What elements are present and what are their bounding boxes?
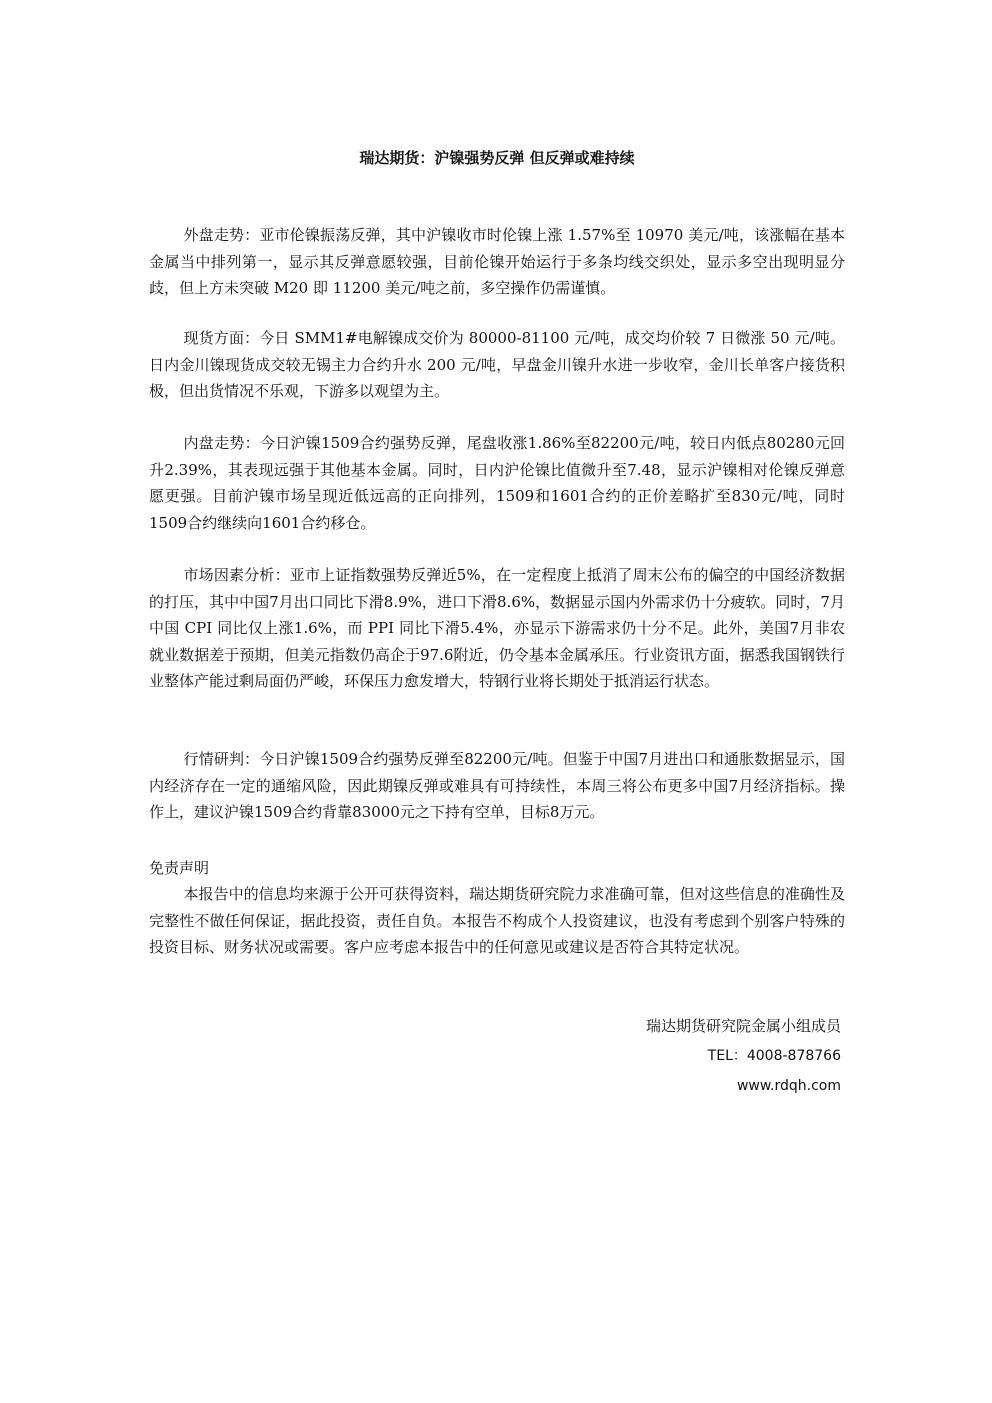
document-page [149, 0, 845, 1403]
paragraph-outlook: 行情研判：今日沪镍1509合约强势反弹至82200元/吨。但鉴于中国7月进出口和通胀数据显示，国内经济存在一定的通缩风险，因此期镍反弹或难具有可持续性，本周三将公布更多中国7月经济指标。操作上，建议沪镍1509合约背靠83000元之下持有空单，目标8万元。 [149, 750, 845, 821]
paragraph-market-factors: 市场因素分析：亚市上证指数强势反弹近5%，在一定程度上抵消了周末公布的偏空的中国经济数据的打压，其中中国7月出口同比下滑8.9%，进口下滑8.6%，数据显示国内外需求仍十分疲软。同时，7月中国 CPI 同比仅上涨1.6%，而 PPI 同比下滑5.4%，亦显示下游需求仍十分不足。此外，美国7月非农就业数据差于预期，但美元指数仍高企于97.6附近，仍令基本金属承压。行业资讯方面，据悉我国钢铁行业整体产能过剩局面仍严峻，环保压力愈发增大，特钢行业将长期处于抵消运行状态。 [149, 566, 845, 690]
paragraph-spot-market: 现货方面：今日 SMM1#电解镍成交价为 80000-81100 元/吨，成交均价较 7 日微涨 50 元/吨。日内金川镍现货成交较无锡主力合约升水 200 元/吨，早盘金川镍升水进一步收窄，金川长单客户接货积极，但出货情况不乐观，下游多以观望为主。 [149, 329, 845, 400]
signature-tel: TEL：4008-878766 [707, 1048, 841, 1064]
signature-author: 瑞达期货研究院金属小组成员 [645, 1017, 841, 1035]
paragraph-domestic-market: 内盘走势：今日沪镍1509合约强势反弹，尾盘收涨1.86%至82200元/吨，较日内低点80280元回升2.39%，其表现远强于其他基本金属。同时，日内沪伦镍比值微升至7.48，显示沪镍相对伦镍反弹意愿更强。目前沪镍市场呈现近低远高的正向排列，1509和1601合约的正价差略扩至830元/吨，同时1509合约继续向1601合约移仓。 [149, 434, 845, 532]
document-title: 瑞达期货：沪镍强势反弹 但反弹或难持续 [359, 149, 635, 167]
signature-block [646, 1011, 841, 1101]
disclaimer-text: 本报告中的信息均来源于公开可获得资料，瑞达期货研究院力求准确可靠，但对这些信息的准确性及完整性不做任何保证，据此投资，责任自负。本报告不构成个人投资建议，也没有考虑到个别客户特殊的投资目标、财务状况或需要。客户应考虑本报告中的任何意见或建议是否符合其特定状况。 [149, 885, 845, 956]
paragraph-overseas-market: 外盘走势：亚市伦镍振荡反弹，其中沪镍收市时伦镍上涨 1.57%至 10970 美元/吨，该涨幅在基本金属当中排列第一，显示其反弹意愿较强，目前伦镍开始运行于多条均线交织处，显示多空出现明显分歧，但上方未突破 M20 即 11200 美元/吨之前，多空操作仍需谨慎。 [149, 226, 845, 297]
signature-website: www.rdqh.com [736, 1078, 841, 1094]
disclaimer-heading: 免责声明 [149, 859, 210, 877]
